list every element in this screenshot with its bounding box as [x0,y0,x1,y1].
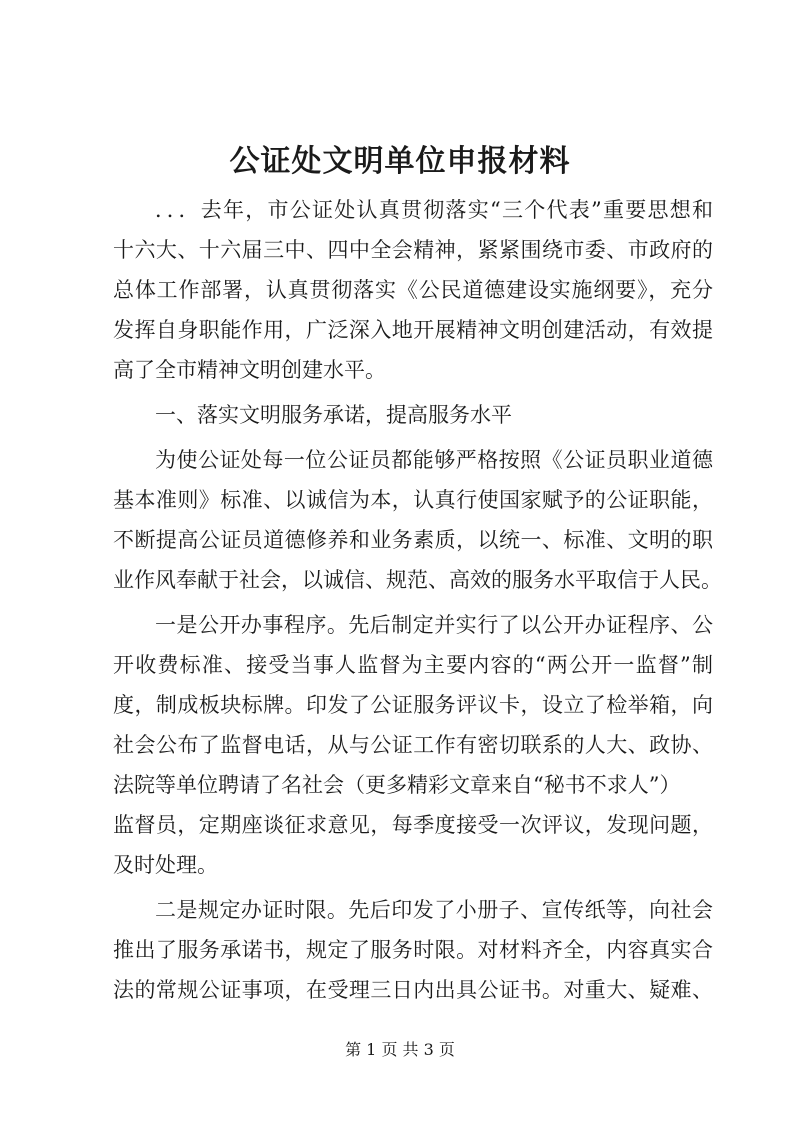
paragraph-line: 及时处理。 [113,853,218,877]
paragraph-line: 开收费标准、接受当事人监督为主要内容的“两公开一监督”制 [113,653,713,677]
paragraph-line: 一是公开办事程序。先后制定并实行了以公开办证程序、公 [155,613,713,637]
section-heading: 一、落实文明服务承诺，提高服务水平 [155,403,512,427]
paragraph-line: 法院等单位聘请了名社会（更多精彩文章来自“秘书不求人”） [113,773,681,797]
paragraph-line: 二是规定办证时限。先后印发了小册子、宣传纸等，向社会 [155,898,713,922]
paragraph-line: 发挥自身职能作用，广泛深入地开展精神文明创建活动，有效提 [113,318,713,342]
paragraph-line: 总体工作部署，认真贯彻落实《公民道德建设实施纲要》，充分 [113,278,713,302]
paragraph-line: 为使公证处每一位公证员都能够严格按照《公证员职业道德 [155,448,713,472]
paragraph-line: 监督员，定期座谈征求意见，每季度接受一次评议，发现问题， [113,813,713,837]
paragraph-line: ．．．去年，市公证处认真贯彻落实“三个代表”重要思想和 [155,198,713,222]
paragraph-line: 不断提高公证员道德修养和业务素质，以统一、标准、文明的职 [113,528,713,552]
paragraph-line: 法的常规公证事项，在受理三日内出具公证书。对重大、疑难、 [113,978,713,1002]
paragraph-line: 推出了服务承诺书，规定了服务时限。对材料齐全，内容真实合 [113,938,713,962]
paragraph-line: 业作风奉献于社会，以诚信、规范、高效的服务水平取信于人民。 [113,568,722,592]
document-title: 公证处文明单位申报材料 [229,144,571,179]
document-body [113,190,722,1010]
paragraph-line: 十六大、十六届三中、四中全会精神，紧紧围绕市委、市政府的 [113,238,713,262]
paragraph-line: 度，制成板块标牌。印发了公证服务评议卡，设立了检举箱，向 [113,693,713,717]
paragraph-line: 社会公布了监督电话，从与公证工作有密切联系的人大、政协、 [113,733,713,757]
page-footer: 第 1 页 共 3 页 [345,1040,455,1059]
paragraph-line: 高了全市精神文明创建水平。 [113,358,386,382]
paragraph-line: 基本准则》标准、以诚信为本，认真行使国家赋予的公证职能， [113,488,713,512]
